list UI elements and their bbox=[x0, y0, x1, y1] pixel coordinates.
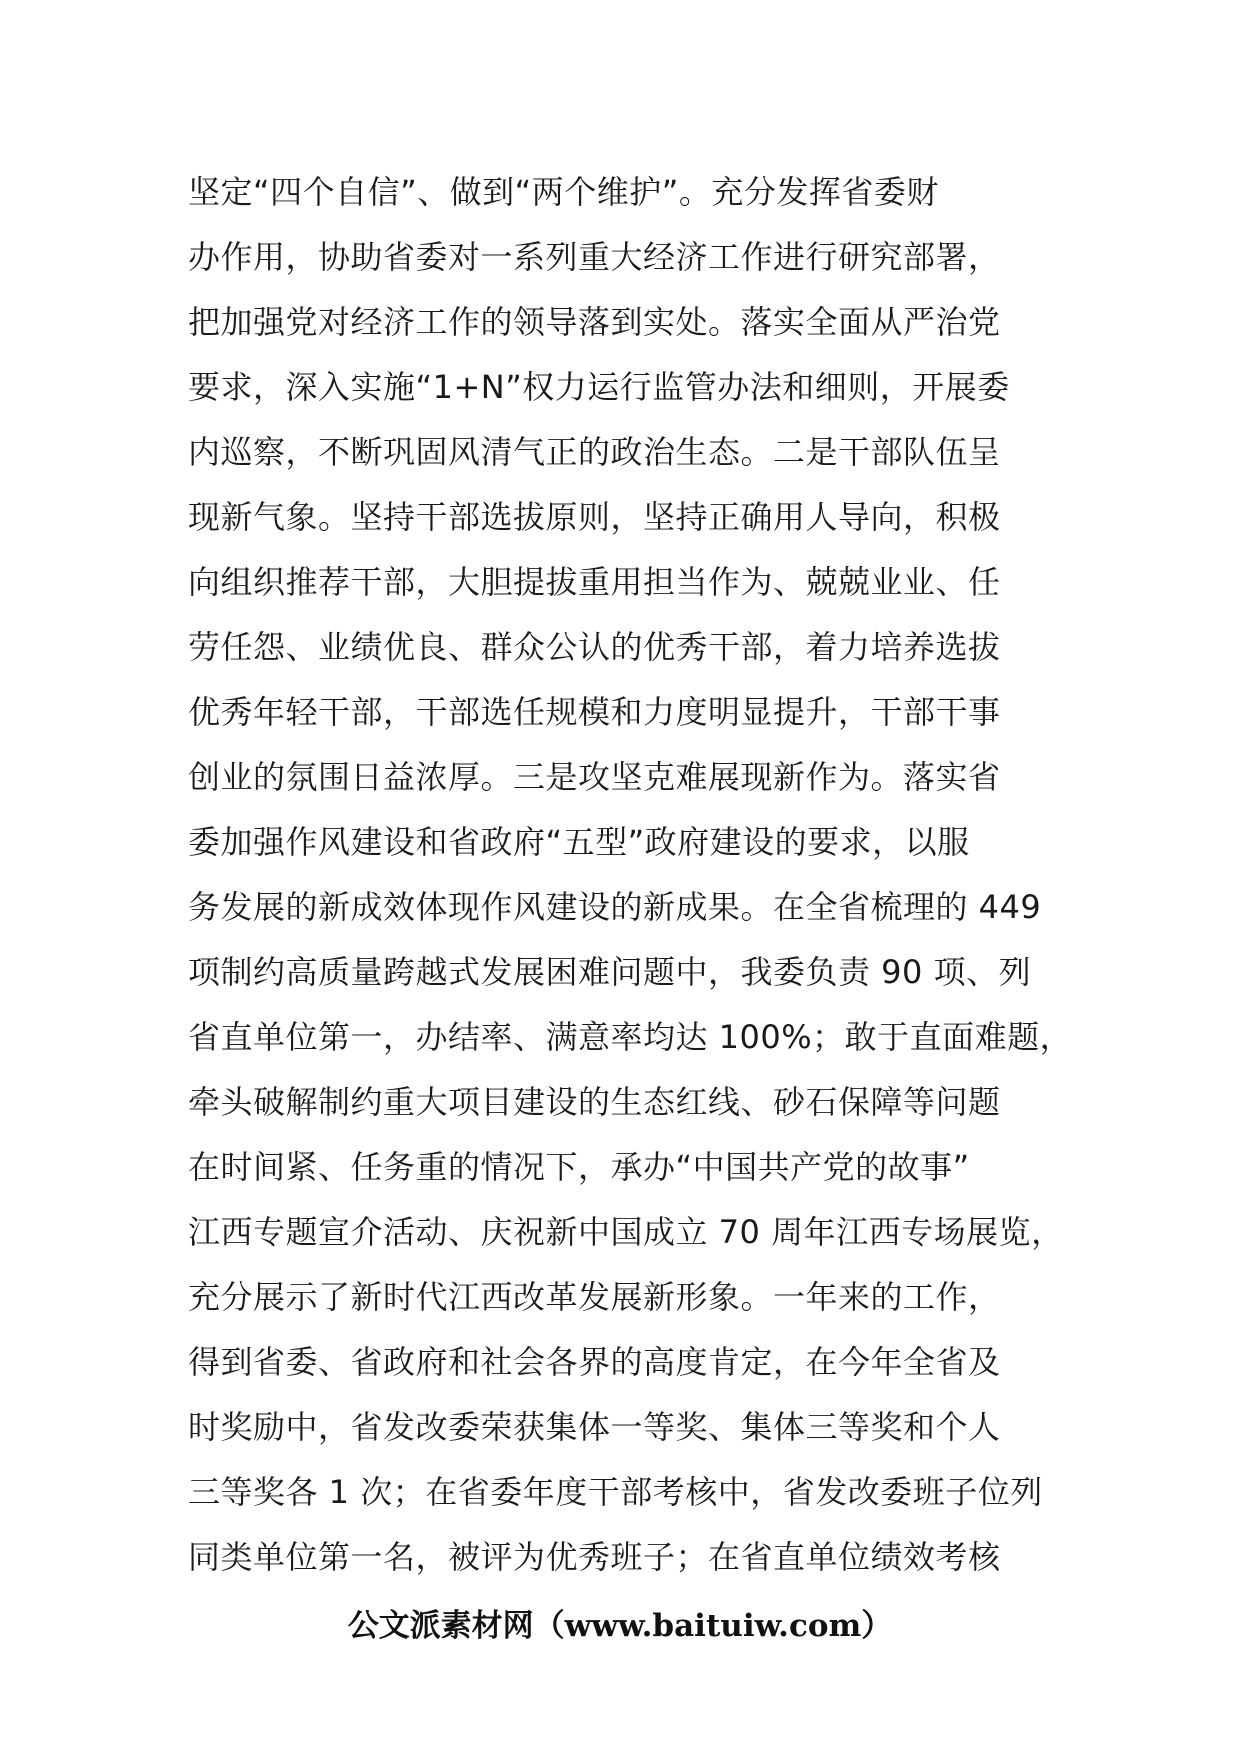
text-line: 现新气象。坚持干部选拔原则，坚持正确用人导向，积极 bbox=[188, 498, 1001, 536]
text-line: 同类单位第一名，被评为优秀班子；在省直单位绩效考核 bbox=[188, 1538, 1001, 1576]
text-line: 内巡察，不断巩固风清气正的政治生态。二是干部队伍呈 bbox=[188, 433, 1001, 471]
text-line: 坚定“四个自信”、做到“两个维护”。充分发挥省委财 bbox=[188, 173, 939, 211]
text-line: 委加强作风建设和省政府“五型”政府建设的要求，以服 bbox=[188, 823, 970, 861]
text-line: 在时间紧、任务重的情况下，承办“中国共产党的故事” bbox=[188, 1148, 970, 1186]
text-line: 优秀年轻干部，干部选任规模和力度明显提升，干部干事 bbox=[188, 693, 1001, 731]
text-line: 得到省委、省政府和社会各界的高度肯定，在今年全省及 bbox=[188, 1343, 1001, 1381]
page-footer-watermark: 公文派素材网（www.baituiw.com） bbox=[347, 1608, 893, 1644]
text-line: 项制约高质量跨越式发展困难问题中，我委负责 90 项、列 bbox=[188, 953, 1032, 991]
text-line: 办作用，协助省委对一系列重大经济工作进行研究部署， bbox=[188, 238, 1001, 276]
text-line: 三等奖各 1 次；在省委年度干部考核中，省发改委班子位列 bbox=[188, 1473, 1043, 1511]
text-line: 劳任怨、业绩优良、群众公认的优秀干部，着力培养选拔 bbox=[188, 628, 1001, 666]
text-line: 充分展示了新时代江西改革发展新形象。一年来的工作， bbox=[188, 1278, 1001, 1316]
text-line: 省直单位第一，办结率、满意率均达 100%；敢于直面难题， bbox=[188, 1018, 1073, 1056]
text-line: 向组织推荐干部，大胆提拔重用担当作为、兢兢业业、任 bbox=[188, 563, 1001, 601]
text-line: 时奖励中，省发改委荣获集体一等奖、集体三等奖和个人 bbox=[188, 1408, 1001, 1446]
text-line: 把加强党对经济工作的领导落到实处。落实全面从严治党 bbox=[188, 303, 1001, 341]
text-line: 牵头破解制约重大项目建设的生态红线、砂石保障等问题 bbox=[188, 1083, 1001, 1121]
text-line: 江西专题宣介活动、庆祝新中国成立 70 周年江西专场展览， bbox=[188, 1213, 1064, 1251]
text-line: 要求，深入实施“1+N”权力运行监管办法和细则，开展委 bbox=[188, 368, 1010, 406]
text-line: 务发展的新成效体现作风建设的新成果。在全省梳理的 449 bbox=[188, 888, 1042, 926]
text-line: 创业的氛围日益浓厚。三是攻坚克难展现新作为。落实省 bbox=[188, 758, 1001, 796]
body-paragraph bbox=[188, 160, 1088, 1590]
